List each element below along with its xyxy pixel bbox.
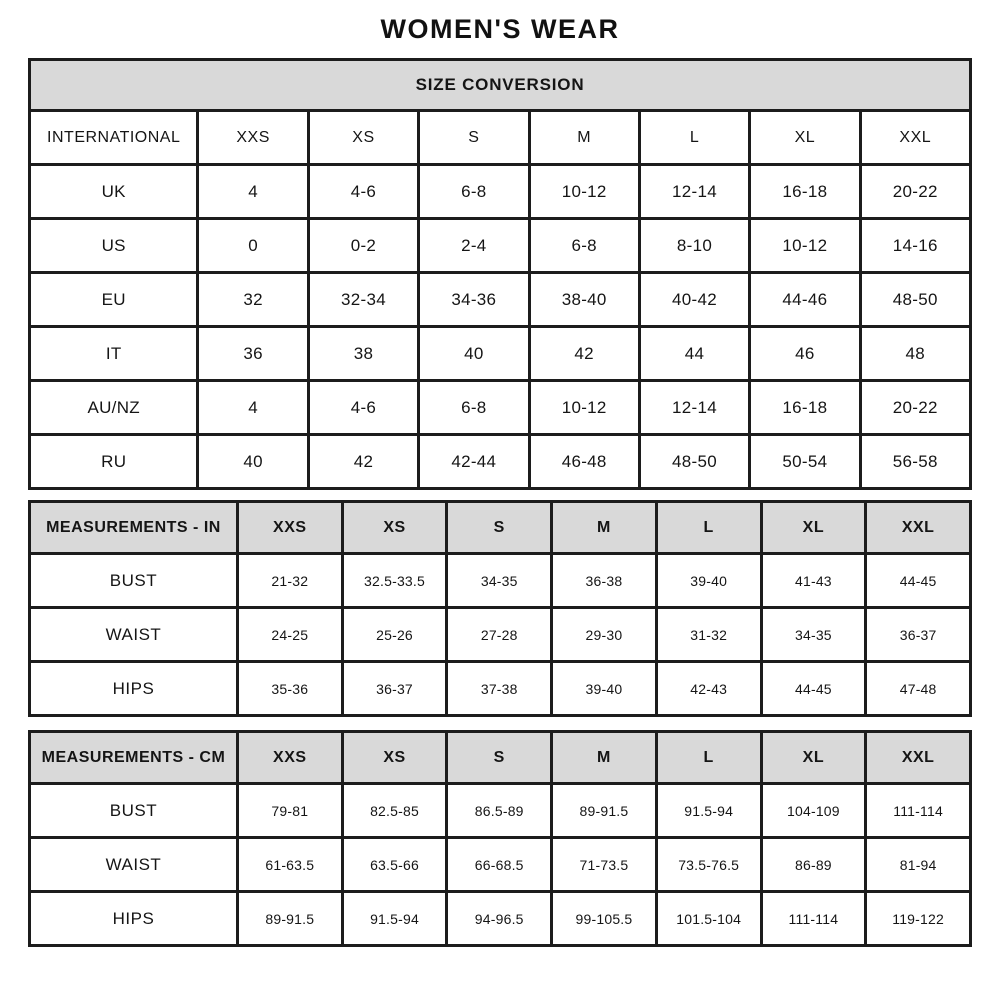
cell: 42 — [529, 327, 639, 381]
cell: 6-8 — [419, 381, 529, 435]
cell: 91.5-94 — [342, 892, 447, 946]
cell: 50-54 — [750, 435, 860, 489]
cell: 119-122 — [866, 892, 971, 946]
table-row — [30, 662, 971, 716]
table-row — [30, 838, 971, 892]
cell: 37-38 — [447, 662, 552, 716]
row-label: UK — [30, 165, 198, 219]
column-header: XL — [761, 732, 866, 784]
row-label: WAIST — [30, 608, 238, 662]
cell: 42 — [308, 435, 418, 489]
row-label: HIPS — [30, 892, 238, 946]
row-label: WAIST — [30, 838, 238, 892]
cell: 32-34 — [308, 273, 418, 327]
row-label: IT — [30, 327, 198, 381]
cell: 21-32 — [237, 554, 342, 608]
cell: 99-105.5 — [552, 892, 657, 946]
cell: 104-109 — [761, 784, 866, 838]
cell: 79-81 — [237, 784, 342, 838]
cell: 10-12 — [529, 381, 639, 435]
cell: 36-37 — [342, 662, 447, 716]
row-label: RU — [30, 435, 198, 489]
table-row — [30, 892, 971, 946]
measurements-in-header: MEASUREMENTS - IN — [30, 502, 238, 554]
column-header: L — [656, 732, 761, 784]
column-header: S — [447, 502, 552, 554]
table-row — [30, 381, 971, 435]
column-header: XXS — [237, 732, 342, 784]
cell: 16-18 — [750, 381, 860, 435]
cell: 48 — [860, 327, 970, 381]
cell: 35-36 — [237, 662, 342, 716]
cell: 56-58 — [860, 435, 970, 489]
row-label: AU/NZ — [30, 381, 198, 435]
column-header: XXL — [860, 111, 970, 165]
cell: 32.5-33.5 — [342, 554, 447, 608]
column-header: M — [552, 732, 657, 784]
cell: 94-96.5 — [447, 892, 552, 946]
page-title: WOMEN'S WEAR — [380, 14, 620, 44]
cell: 82.5-85 — [342, 784, 447, 838]
cell: 39-40 — [656, 554, 761, 608]
cell: 61-63.5 — [237, 838, 342, 892]
column-header: XXS — [198, 111, 308, 165]
cell: 32 — [198, 273, 308, 327]
cell: 34-35 — [761, 608, 866, 662]
cell: 86-89 — [761, 838, 866, 892]
cell: 4-6 — [308, 165, 418, 219]
cell: 89-91.5 — [237, 892, 342, 946]
cell: 4-6 — [308, 381, 418, 435]
table-row — [30, 435, 971, 489]
cell: 47-48 — [866, 662, 971, 716]
cell: 4 — [198, 381, 308, 435]
column-header: L — [656, 502, 761, 554]
column-header: INTERNATIONAL — [30, 111, 198, 165]
cell: 0-2 — [308, 219, 418, 273]
cell: 25-26 — [342, 608, 447, 662]
column-header: XXS — [237, 502, 342, 554]
size-conversion-header: SIZE CONVERSION — [30, 60, 971, 111]
cell: 111-114 — [761, 892, 866, 946]
cell: 38-40 — [529, 273, 639, 327]
cell: 14-16 — [860, 219, 970, 273]
row-label: EU — [30, 273, 198, 327]
cell: 40 — [419, 327, 529, 381]
table-row — [30, 608, 971, 662]
column-header: L — [639, 111, 749, 165]
row-label: BUST — [30, 784, 238, 838]
cell: 73.5-76.5 — [656, 838, 761, 892]
cell: 8-10 — [639, 219, 749, 273]
column-header: XS — [342, 502, 447, 554]
measurements-cm-table — [28, 730, 972, 947]
measurements-in-table — [28, 500, 972, 717]
column-header: XL — [750, 111, 860, 165]
cell: 44-46 — [750, 273, 860, 327]
table-row — [30, 273, 971, 327]
table-row — [30, 327, 971, 381]
row-label: BUST — [30, 554, 238, 608]
cell: 42-44 — [419, 435, 529, 489]
row-label: HIPS — [30, 662, 238, 716]
cell: 48-50 — [639, 435, 749, 489]
cell: 40 — [198, 435, 308, 489]
cell: 20-22 — [860, 165, 970, 219]
column-header: S — [447, 732, 552, 784]
cell: 40-42 — [639, 273, 749, 327]
cell: 34-35 — [447, 554, 552, 608]
cell: 81-94 — [866, 838, 971, 892]
cell: 36-37 — [866, 608, 971, 662]
size-conversion-table — [28, 58, 972, 490]
cell: 27-28 — [447, 608, 552, 662]
cell: 36 — [198, 327, 308, 381]
cell: 12-14 — [639, 381, 749, 435]
cell: 44-45 — [866, 554, 971, 608]
cell: 2-4 — [419, 219, 529, 273]
table-row — [30, 219, 971, 273]
column-header: M — [529, 111, 639, 165]
cell: 46 — [750, 327, 860, 381]
cell: 38 — [308, 327, 418, 381]
cell: 101.5-104 — [656, 892, 761, 946]
row-label: US — [30, 219, 198, 273]
table-row — [30, 165, 971, 219]
cell: 24-25 — [237, 608, 342, 662]
cell: 12-14 — [639, 165, 749, 219]
cell: 71-73.5 — [552, 838, 657, 892]
column-header: XS — [308, 111, 418, 165]
cell: 4 — [198, 165, 308, 219]
cell: 10-12 — [750, 219, 860, 273]
cell: 39-40 — [552, 662, 657, 716]
cell: 111-114 — [866, 784, 971, 838]
cell: 89-91.5 — [552, 784, 657, 838]
column-header: XL — [761, 502, 866, 554]
column-header: S — [419, 111, 529, 165]
cell: 46-48 — [529, 435, 639, 489]
cell: 66-68.5 — [447, 838, 552, 892]
cell: 44 — [639, 327, 749, 381]
cell: 48-50 — [860, 273, 970, 327]
table-row — [30, 554, 971, 608]
cell: 0 — [198, 219, 308, 273]
column-header: M — [552, 502, 657, 554]
cell: 6-8 — [419, 165, 529, 219]
cell: 42-43 — [656, 662, 761, 716]
cell: 6-8 — [529, 219, 639, 273]
cell: 36-38 — [552, 554, 657, 608]
cell: 91.5-94 — [656, 784, 761, 838]
cell: 63.5-66 — [342, 838, 447, 892]
cell: 20-22 — [860, 381, 970, 435]
cell: 10-12 — [529, 165, 639, 219]
cell: 16-18 — [750, 165, 860, 219]
measurements-cm-header: MEASUREMENTS - CM — [30, 732, 238, 784]
cell: 31-32 — [656, 608, 761, 662]
cell: 86.5-89 — [447, 784, 552, 838]
cell: 29-30 — [552, 608, 657, 662]
column-header: XXL — [866, 732, 971, 784]
column-header: XXL — [866, 502, 971, 554]
column-header: XS — [342, 732, 447, 784]
cell: 44-45 — [761, 662, 866, 716]
cell: 34-36 — [419, 273, 529, 327]
cell: 41-43 — [761, 554, 866, 608]
table-row — [30, 784, 971, 838]
